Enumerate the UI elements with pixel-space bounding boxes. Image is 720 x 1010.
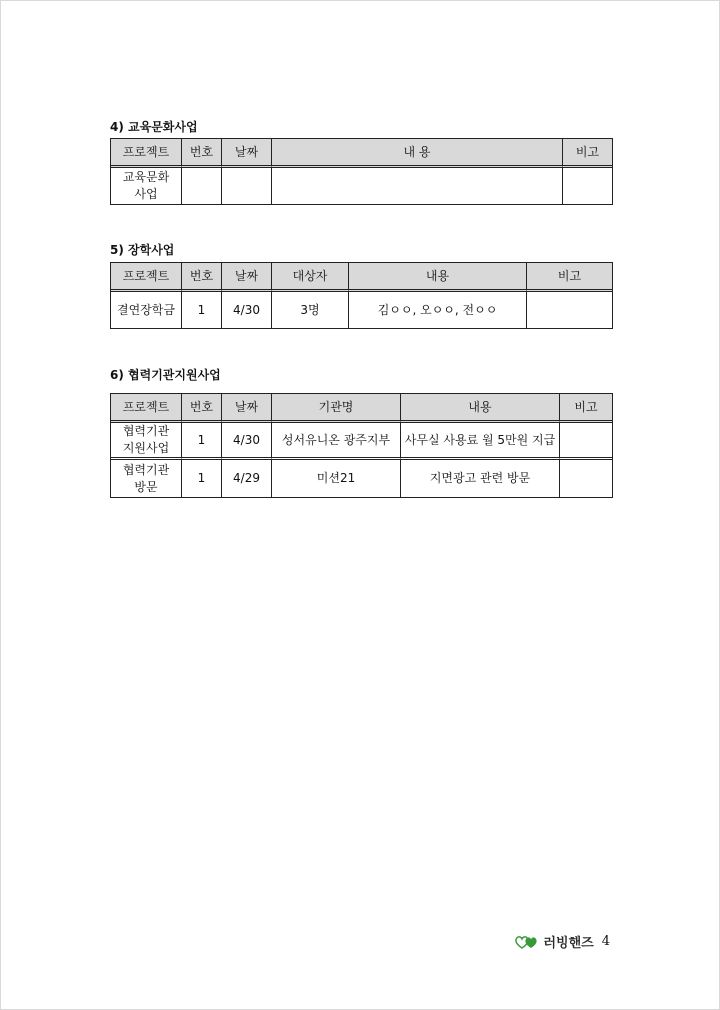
page-number: 4 — [601, 933, 610, 949]
table-cell: 4/30 — [222, 423, 272, 460]
table-cell: 1 — [182, 460, 222, 497]
col-header: 번호 — [182, 394, 222, 423]
table-cell: 4/30 — [222, 292, 272, 328]
table-row — [111, 460, 612, 497]
table-cell — [222, 168, 272, 204]
col-header: 프로젝트 — [111, 139, 182, 168]
col-header: 날짜 — [222, 394, 272, 423]
table-header-row — [111, 394, 612, 423]
col-header: 프로젝트 — [111, 394, 182, 423]
table-cell — [527, 292, 612, 328]
table-row — [111, 168, 612, 204]
col-header: 비고 — [527, 263, 612, 292]
table-cell: 1 — [182, 292, 222, 328]
logo-text: 러빙핸즈 — [543, 935, 594, 951]
table-cell: 1 — [182, 423, 222, 460]
table-cell: 사무실 사용료 월 5만원 지급 — [401, 423, 560, 460]
table-cell: 교육문화 사업 — [111, 168, 182, 204]
col-header: 내 용 — [272, 139, 563, 168]
table-cell: 김ㅇㅇ, 오ㅇㅇ, 전ㅇㅇ — [349, 292, 527, 328]
col-header: 대상자 — [272, 263, 349, 292]
table-cell — [563, 168, 612, 204]
table-cell: 미션21 — [272, 460, 401, 497]
col-header: 날짜 — [222, 139, 272, 168]
col-header: 번호 — [182, 263, 222, 292]
section-title-6: 6) 협력기관지원사업 — [110, 368, 221, 382]
table-cell: 4/29 — [222, 460, 272, 497]
table-cell: 성서유니온 광주지부 — [272, 423, 401, 460]
partner-support-table — [110, 393, 613, 498]
col-header: 프로젝트 — [111, 263, 182, 292]
col-header: 날짜 — [222, 263, 272, 292]
table-cell: 협력기관 지원사업 — [111, 423, 182, 460]
table-cell — [272, 168, 563, 204]
table-row — [111, 292, 612, 328]
table-cell — [560, 460, 612, 497]
col-header: 내용 — [401, 394, 560, 423]
col-header: 비고 — [560, 394, 612, 423]
table-cell: 3명 — [272, 292, 349, 328]
section-title-4: 4) 교육문화사업 — [110, 120, 198, 134]
hearts-logo-icon — [515, 932, 539, 950]
table-row — [111, 423, 612, 460]
education-culture-table — [110, 138, 613, 205]
scholarship-table — [110, 262, 613, 329]
table-cell: 지면광고 관련 방문 — [401, 460, 560, 497]
table-cell — [560, 423, 612, 460]
table-header-row — [111, 139, 612, 168]
table-cell: 결연장학금 — [111, 292, 182, 328]
col-header: 번호 — [182, 139, 222, 168]
table-cell: 협력기관 방문 — [111, 460, 182, 497]
col-header: 기관명 — [272, 394, 401, 423]
col-header: 내용 — [349, 263, 527, 292]
table-header-row — [111, 263, 612, 292]
col-header: 비고 — [563, 139, 612, 168]
section-title-5: 5) 장학사업 — [110, 243, 175, 257]
table-cell — [182, 168, 222, 204]
footer-logo — [515, 931, 610, 951]
